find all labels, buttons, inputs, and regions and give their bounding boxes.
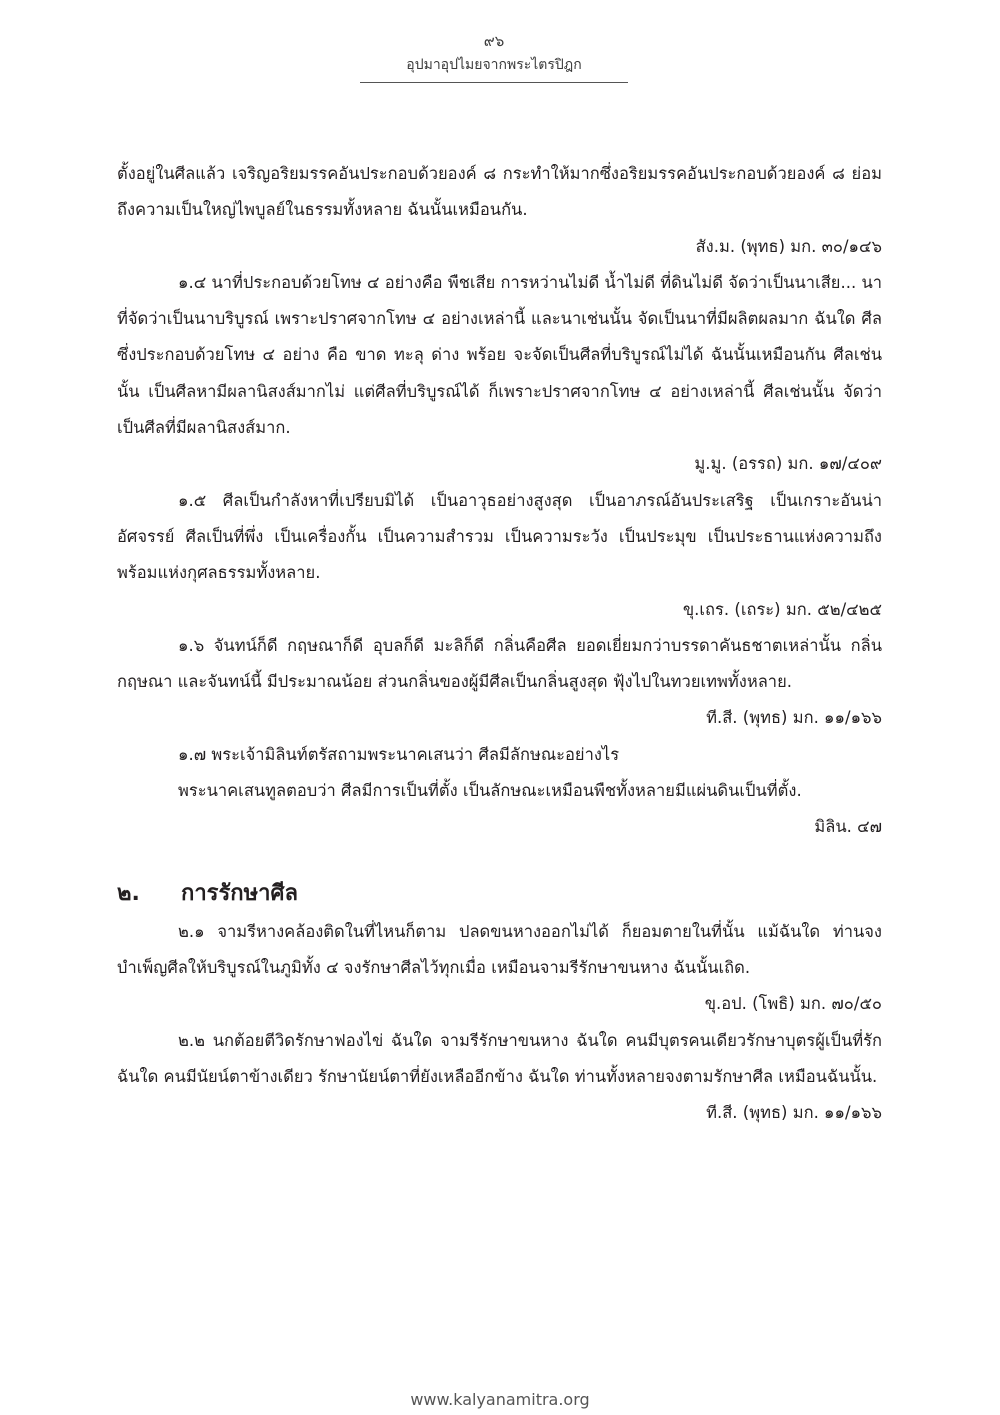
page-header [360,30,628,83]
book-title: อุปมาอุปไมยจากพระไตรปิฎก [406,57,582,73]
reference-citation: ที.สี. (พุทธ) มก. ๑๑/๑๖๖ [706,708,882,728]
reference-citation: ที.สี. (พุทธ) มก. ๑๑/๑๖๖ [706,1103,882,1123]
document-body [117,156,882,1131]
reference-citation: ขุ.เถร. (เถระ) มก. ๕๒/๔๒๕ [682,599,882,619]
intro-paragraph: ตั้งอยู่ในศีลแล้ว เจริญอริยมรรคอันประกอบด้วยองค์ ๘ กระทำให้มากซึ่งอริยมรรคอันประกอบด้วยองค์ ๘ ย่อมถึงความเป็นใหญ่ไพบูลย์ในธรรมทั้งหลาย ฉันนั้นเหมือนกัน. [117,164,882,220]
item-1-7-question: ๑.๗ พระเจ้ามิลินท์ตรัสถามพระนาคเสนว่า ศีลมีลักษณะอย่างไร [178,744,620,764]
header-divider [360,82,628,83]
reference-citation: มิลิน. ๔๗ [814,817,882,837]
section-heading [117,874,882,914]
item-1-6: ๑.๖ จันทน์ก็ดี กฤษณาก็ดี อุบลก็ดี มะลิก็ดี กลิ่นคือศีล ยอดเยี่ยมกว่าบรรดาคันธชาตเหล่านั้น กลิ่นกฤษณา และจันทน์นี้ มีประมาณน้อย ส่วนกลิ่นของผู้มีศีลเป็นกลิ่นสูงสุด ฟุ้งไปในทวยเทพทั้งหลาย. [117,635,882,692]
item-2-1: ๒.๑ จามรีหางคล้องติดในที่ไหนก็ตาม ปลดขนหางออกไม่ได้ ก็ยอมตายในที่นั้น แม้ฉันใด ท่านจงบำเพ็ญศีลให้บริบูรณ์ในภูมิทั้ง ๔ จงรักษาศีลไว้ทุกเมื่อ เหมือนจามรีรักษาขนหาง ฉันนั้นเถิด. [117,921,882,977]
item-2-2: ๒.๒ นกต้อยตีวิดรักษาฟองไข่ ฉันใด จามรีรักษาขนหาง ฉันใด คนมีบุตรคนเดียวรักษาบุตรผู้เป็นที่รัก ฉันใด คนมีนัยน์ตาข้างเดียว รักษานัยน์ตาที่ยังเหลืออีกข้าง ฉันใด ท่านทั้งหลายจงตามรักษาศีล เหมือนฉันนั้น. [117,1030,882,1086]
reference-citation: ขุ.อป. (โพธิ) มก. ๗๐/๕๐ [704,994,882,1014]
page-number: ๙๖ [483,32,505,50]
item-1-7-answer: พระนาคเสนทูลตอบว่า ศีลมีการเป็นที่ตั้ง เป็นลักษณะเหมือนพืชทั้งหลายมีแผ่นดินเป็นที่ตั้ง. [178,781,802,801]
section-spacer [117,846,882,874]
section-title: การรักษาศีล [181,880,298,906]
footer-website: www.kalyanamitra.org [410,1390,590,1409]
section-number: ๒. [117,880,140,906]
reference-citation: สัง.ม. (พุทธ) มก. ๓๐/๑๔๖ [695,236,882,256]
item-1-4: ๑.๔ นาที่ประกอบด้วยโทษ ๔ อย่างคือ พืชเสีย การหว่านไม่ดี น้ำไม่ดี ที่ดินไม่ดี จัดว่าเป็นนาเสีย... นาที่จัดว่าเป็นนาบริบูรณ์ เพราะปราศจากโทษ ๔ อย่างเหล่านี้ และนาเช่นนั้น จัดเป็นนาที่มีผลิตผลมาก ฉันใด ศีลซึ่งประกอบด้วยโทษ ๔ อย่าง คือ ขาด ทะลุ ด่าง พร้อย จะจัดเป็นศีลที่บริบูรณ์ไม่ได้ ฉันนั้นเหมือนกัน ศีลเช่นนั้น เป็นศีลหามีผลานิสงส์มากไม่ แต่ศีลที่บริบูรณ์ได้ ก็เพราะปราศจากโทษ ๔ อย่างเหล่านี้ ศีลเช่นนั้น จัดว่าเป็นศีลที่มีผลานิสงส์มาก. [117,272,882,438]
item-1-5: ๑.๕ ศีลเป็นกำลังหาที่เปรียบมิได้ เป็นอาวุธอย่างสูงสุด เป็นอาภรณ์อันประเสริฐ เป็นเกราะอันน่าอัศจรรย์ ศีลเป็นที่พึ่ง เป็นเครื่องกั้น เป็นความสำรวม เป็นความระวัง เป็นประมุข เป็นประธานแห่งความถึงพร้อมแห่งกุศลธรรมทั้งหลาย. [117,490,882,583]
reference-citation: มู.มู. (อรรถ) มก. ๑๗/๔๐๙ [694,454,882,474]
